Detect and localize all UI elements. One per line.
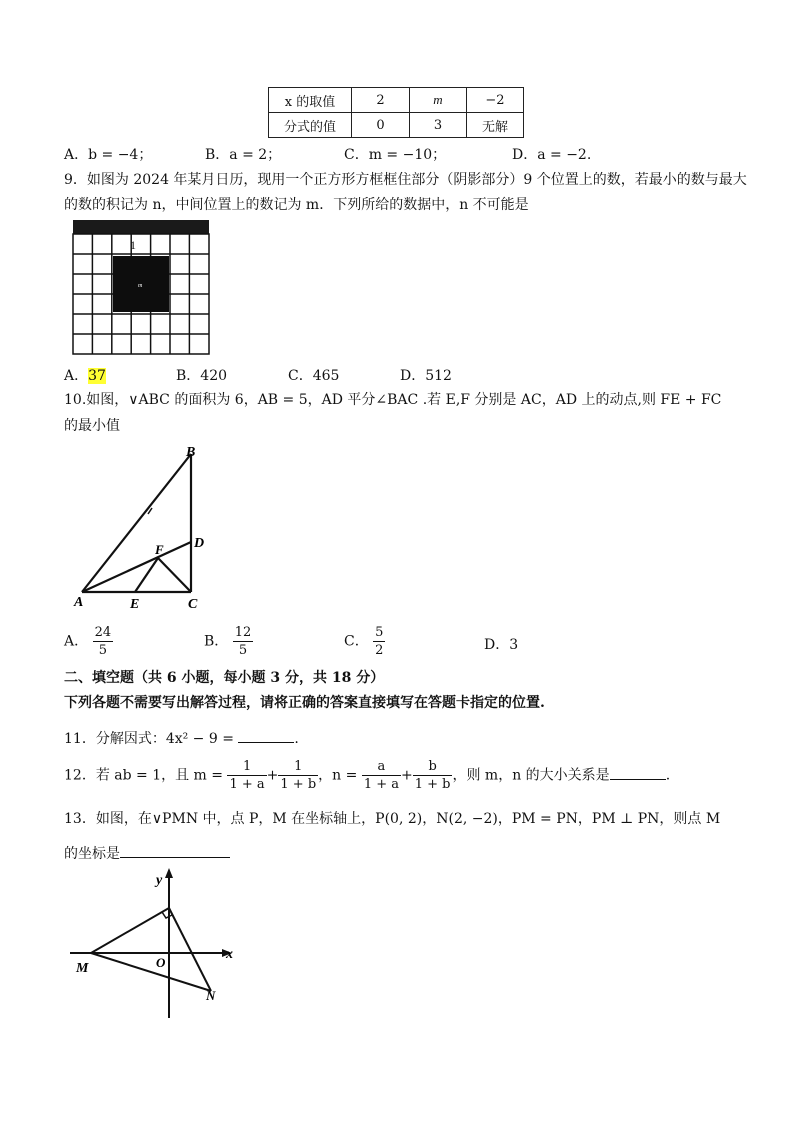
table-cell: m xyxy=(410,88,467,113)
fraction-numerator: 12 xyxy=(234,625,252,640)
label-o: O xyxy=(156,955,166,970)
fraction-numerator: 1 xyxy=(227,758,266,776)
section-title: 二、填空题（共 6 小题，每小题 3 分，共 18 分） xyxy=(64,670,385,686)
q12-suffix: ，则 m，n 的大小关系是 xyxy=(452,767,610,784)
q10-text-line2: 的最小值 xyxy=(64,418,120,434)
label-e: E xyxy=(130,597,140,612)
q9-option-a-value: 37 xyxy=(88,368,106,384)
label-b: B xyxy=(186,445,196,460)
fraction-numerator: b xyxy=(413,758,453,776)
y-axis-arrow xyxy=(165,868,173,878)
q10-option-a xyxy=(64,624,113,659)
segment-ad xyxy=(82,542,191,592)
fraction-numerator: 24 xyxy=(94,625,112,640)
table-cell: 分式的值 xyxy=(269,113,352,138)
label-n: N xyxy=(206,988,216,1003)
fraction xyxy=(93,624,114,659)
q9-option-b: B．420 xyxy=(176,368,228,384)
label-m: M xyxy=(76,961,89,976)
q9-option-a xyxy=(64,365,106,385)
q11-text: 11．分解因式：4x² − 9 = xyxy=(64,731,234,747)
fraction xyxy=(362,758,401,793)
q9-option-c: C．465 xyxy=(288,368,340,384)
fraction-numerator: 5 xyxy=(375,625,384,640)
table-cell: 2 xyxy=(352,88,410,113)
calendar-day-label: 1 xyxy=(130,238,136,252)
segment-pm xyxy=(91,908,169,953)
answer-blank xyxy=(120,844,230,858)
q9-option-a-label: A． xyxy=(64,368,89,384)
q12-n-prefix: ，n = xyxy=(318,767,358,784)
q11-end: . xyxy=(294,731,299,747)
section-instruction: 下列各题不需要写出解答过程，请将正确的答案直接填写在答题卡指定的位置. xyxy=(64,695,545,711)
segment-mn xyxy=(91,953,211,991)
q10-option-b xyxy=(204,624,253,659)
label-c: C xyxy=(188,597,198,612)
q9-option-d: D．512 xyxy=(400,368,452,384)
fraction-numerator: 1 xyxy=(278,758,318,776)
q9-text-line1: 9．如图为 2024 年某月日历，现用一个正方形方框框住部分（阴影部分）9 个位置上的数，若最小的数与最大 xyxy=(64,172,747,188)
q12-end: . xyxy=(665,767,671,784)
fraction-denominator: 1 + a xyxy=(363,777,399,792)
q10-option-c-label: C． xyxy=(344,633,369,650)
q10-option-d: D．3 xyxy=(484,637,519,653)
calendar-header-bar xyxy=(73,220,209,234)
q10-option-c xyxy=(344,624,385,659)
label-x: x xyxy=(226,947,233,962)
q12-prefix: 12．若 ab = 1，且 m = xyxy=(64,767,224,784)
q8-option-a: A．b = −4； xyxy=(64,147,153,163)
q9-text-line2: 的数的积记为 n，中间位置上的数记为 m．下列所给的数据中，n 不可能是 xyxy=(64,197,529,213)
value-table xyxy=(268,87,524,138)
fraction-denominator: 5 xyxy=(98,643,107,658)
q13-line2 xyxy=(64,843,230,863)
q10-option-a-label: A． xyxy=(64,633,89,650)
label-d: D xyxy=(194,536,205,551)
center-label: m xyxy=(138,283,143,289)
fraction-denominator: 1 + b xyxy=(280,777,317,792)
segment-pn xyxy=(169,908,211,991)
table-row xyxy=(269,88,524,113)
table-cell: x 的取值 xyxy=(269,88,352,113)
q12: 12．若 ab = 1，且 m = $\frac{1}{1 + a}$ + $\frac{1}{1 + b}$ ，n = $\frac{a}{1 + a}$ + $\frac{b}{1 + b}$ ，则 m，n 的大小关系是 . xyxy=(64,759,671,792)
q13-text-line1: 13．如图，在∨PMN 中，点 P，M 在坐标轴上，P(0, 2)，N(2, −2)，PM = PN，PM ⊥ PN，则点 M xyxy=(64,811,721,827)
fraction-denominator: 1 + b xyxy=(414,777,451,792)
fraction xyxy=(278,758,318,793)
fraction-numerator: a xyxy=(362,758,401,776)
table-row xyxy=(269,113,524,138)
q8-option-d: D．a = −2. xyxy=(512,147,592,163)
answer-blank xyxy=(238,729,294,743)
q8-option-c: C．m = −10； xyxy=(344,147,447,163)
q13-text-line2: 的坐标是 xyxy=(64,846,120,862)
label-a: A xyxy=(74,595,84,610)
answer-blank xyxy=(610,766,666,780)
fraction xyxy=(233,624,254,659)
segment-ab xyxy=(82,454,191,592)
table-cell: −2 xyxy=(467,88,524,113)
triangle-figure xyxy=(70,442,220,614)
label-y: y xyxy=(156,873,163,888)
fraction-denominator: 2 xyxy=(375,643,384,658)
fraction-denominator: 1 + a xyxy=(229,777,265,792)
segment-fc xyxy=(158,558,191,592)
q11 xyxy=(64,728,299,748)
coordinate-figure xyxy=(66,866,246,1022)
fraction-denominator: 5 xyxy=(238,643,248,658)
table-cell: 3 xyxy=(410,113,467,138)
q10-option-b-label: B． xyxy=(204,633,229,650)
fraction xyxy=(373,624,385,659)
label-f: F xyxy=(155,542,164,557)
q8-option-b: B．a = 2； xyxy=(205,147,282,163)
fraction xyxy=(227,758,266,793)
table-cell: 无解 xyxy=(467,113,524,138)
table-cell: 0 xyxy=(352,113,410,138)
calendar-figure xyxy=(72,220,210,358)
fraction xyxy=(413,758,453,793)
q10-text-line1: 10.如图，∨ABC 的面积为 6，AB = 5，AD 平分∠BAC .若 E,F 分别是 AC，AD 上的动点,则 FE + FC xyxy=(64,392,722,408)
